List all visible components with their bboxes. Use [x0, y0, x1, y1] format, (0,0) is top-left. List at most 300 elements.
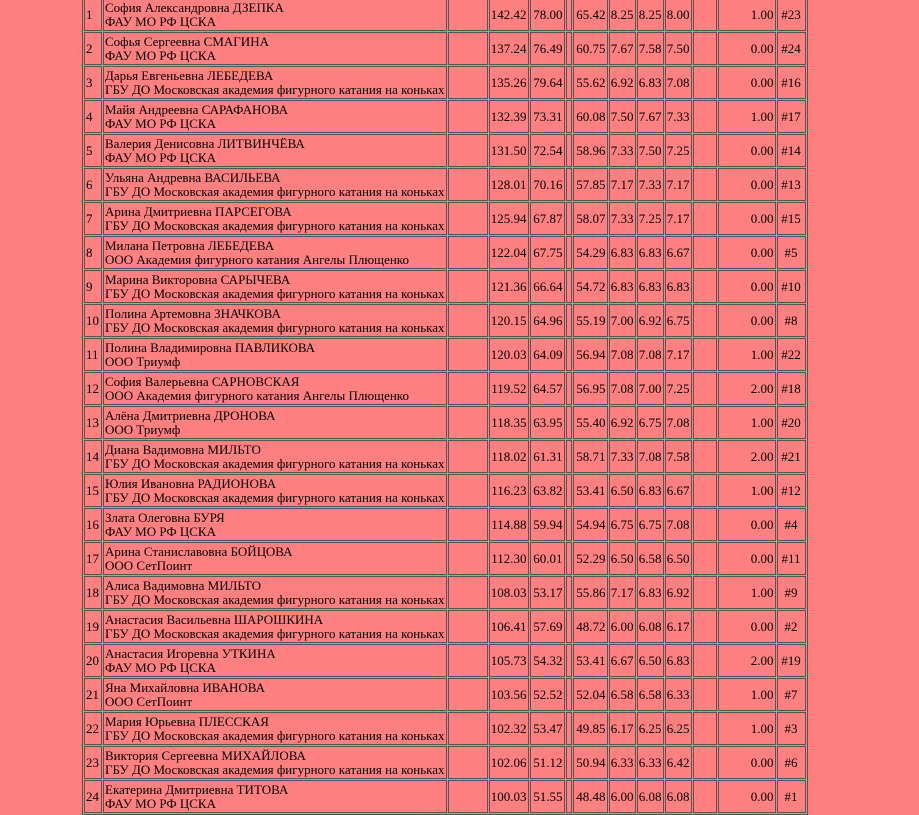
- empty-cell: [566, 168, 572, 201]
- component-2-cell: 6.83: [637, 270, 664, 303]
- start-number-cell: #14: [777, 134, 806, 167]
- component-1-cell: 8.25: [609, 0, 636, 31]
- empty-cell: [693, 780, 717, 813]
- place-cell: 8: [84, 236, 102, 269]
- skater-name[interactable]: Злата Олеговна БУРЯ: [105, 509, 225, 525]
- table-row: [84, 542, 806, 575]
- start-number-cell: #6: [777, 746, 806, 779]
- table-row: [84, 780, 806, 813]
- place-cell: 6: [84, 168, 102, 201]
- element-score-cell: 59.94: [530, 508, 565, 541]
- element-score-cell: 63.82: [530, 474, 565, 507]
- component-score-cell: 65.42: [573, 0, 608, 31]
- element-score-cell: 70.16: [530, 168, 565, 201]
- empty-cell: [693, 168, 717, 201]
- component-3-cell: 7.58: [665, 440, 692, 473]
- table-row: [84, 746, 806, 779]
- component-1-cell: 6.00: [609, 610, 636, 643]
- empty-cell: [566, 780, 572, 813]
- component-1-cell: 7.50: [609, 100, 636, 133]
- empty-cell: [566, 134, 572, 167]
- empty-cell: [448, 542, 488, 575]
- empty-cell: [693, 100, 717, 133]
- table-row: [84, 508, 806, 541]
- total-score-cell: 102.32: [489, 712, 529, 745]
- component-3-cell: 6.33: [665, 678, 692, 711]
- skater-cell: [103, 202, 447, 235]
- empty-cell: [693, 270, 717, 303]
- club-name: ООО СетПоинт: [105, 693, 193, 709]
- element-score-cell: 76.49: [530, 32, 565, 65]
- component-2-cell: 7.08: [637, 440, 664, 473]
- empty-cell: [566, 270, 572, 303]
- place-cell: 14: [84, 440, 102, 473]
- element-score-cell: 51.55: [530, 780, 565, 813]
- empty-cell: [693, 576, 717, 609]
- start-number-cell: #8: [777, 304, 806, 337]
- empty-cell: [693, 508, 717, 541]
- place-cell: 3: [84, 66, 102, 99]
- place-cell: 17: [84, 542, 102, 575]
- club-name: ООО Академия фигурного катания Ангелы Плющенко: [105, 251, 409, 267]
- element-score-cell: 64.96: [530, 304, 565, 337]
- club-name: ФАУ МО РФ ЦСКА: [105, 659, 216, 675]
- deductions-cell: 0.00: [718, 542, 776, 575]
- component-3-cell: 8.00: [665, 0, 692, 31]
- component-score-cell: 60.75: [573, 32, 608, 65]
- deductions-cell: 2.00: [718, 440, 776, 473]
- empty-cell: [448, 168, 488, 201]
- club-name: ГБУ ДО Московская академия фигурного катания на коньках: [105, 489, 445, 505]
- skater-name[interactable]: Яна Михайловна ИВАНОВА: [105, 679, 265, 695]
- place-cell: 5: [84, 134, 102, 167]
- start-number-cell: #19: [777, 644, 806, 677]
- table-row: [84, 474, 806, 507]
- skater-cell: [103, 746, 447, 779]
- total-score-cell: 112.30: [489, 542, 529, 575]
- component-1-cell: 7.33: [609, 202, 636, 235]
- table-row: [84, 100, 806, 133]
- deductions-cell: 0.00: [718, 780, 776, 813]
- place-cell: 24: [84, 780, 102, 813]
- element-score-cell: 60.01: [530, 542, 565, 575]
- start-number-cell: #15: [777, 202, 806, 235]
- empty-cell: [448, 202, 488, 235]
- component-2-cell: 7.58: [637, 32, 664, 65]
- results-table: [82, 0, 808, 815]
- skater-name[interactable]: Диана Вадимовна МИЛЬТО: [105, 441, 261, 457]
- place-cell: 4: [84, 100, 102, 133]
- table-row: [84, 32, 806, 65]
- table-row: [84, 610, 806, 643]
- deductions-cell: 1.00: [718, 406, 776, 439]
- empty-cell: [566, 610, 572, 643]
- component-score-cell: 56.94: [573, 338, 608, 371]
- club-name: ГБУ ДО Московская академия фигурного катания на коньках: [105, 591, 445, 607]
- skater-cell: [103, 100, 447, 133]
- club-name: ООО Академия фигурного катания Ангелы Плющенко: [105, 387, 409, 403]
- deductions-cell: 0.00: [718, 168, 776, 201]
- component-3-cell: 6.92: [665, 576, 692, 609]
- component-1-cell: 6.58: [609, 678, 636, 711]
- deductions-cell: 0.00: [718, 508, 776, 541]
- deductions-cell: 2.00: [718, 644, 776, 677]
- table-row: [84, 338, 806, 371]
- start-number-cell: #24: [777, 32, 806, 65]
- total-score-cell: 121.36: [489, 270, 529, 303]
- component-2-cell: 7.25: [637, 202, 664, 235]
- component-3-cell: 7.08: [665, 508, 692, 541]
- skater-name[interactable]: Валерия Денисовна ЛИТВИНЧЁВА: [105, 135, 305, 151]
- club-name: ФАУ МО РФ ЦСКА: [105, 523, 216, 539]
- skater-cell: [103, 542, 447, 575]
- component-score-cell: 54.94: [573, 508, 608, 541]
- element-score-cell: 57.69: [530, 610, 565, 643]
- skater-name[interactable]: Дарья Евгеньевна ЛЕБЕДЕВА: [105, 67, 274, 83]
- empty-cell: [693, 372, 717, 405]
- component-1-cell: 6.33: [609, 746, 636, 779]
- skater-name[interactable]: Екатерина Дмитриевна ТИТОВА: [105, 781, 289, 797]
- skater-cell: [103, 0, 447, 31]
- skater-cell: [103, 372, 447, 405]
- component-score-cell: 52.29: [573, 542, 608, 575]
- deductions-cell: 1.00: [718, 100, 776, 133]
- skater-name[interactable]: Полина Артемовна ЗНАЧКОВА: [105, 305, 281, 321]
- skater-name[interactable]: Виктория Сергеевна МИХАЙЛОВА: [105, 747, 306, 763]
- element-score-cell: 72.54: [530, 134, 565, 167]
- table-row: [84, 406, 806, 439]
- club-name: ООО Триумф: [105, 421, 181, 437]
- table-row: [84, 678, 806, 711]
- empty-cell: [448, 372, 488, 405]
- component-1-cell: 6.50: [609, 474, 636, 507]
- component-3-cell: 7.08: [665, 406, 692, 439]
- table-row: [84, 712, 806, 745]
- empty-cell: [448, 0, 488, 31]
- deductions-cell: 0.00: [718, 66, 776, 99]
- skater-name[interactable]: Юлия Ивановна РАДИОНОВА: [105, 475, 277, 491]
- club-name: ГБУ ДО Московская академия фигурного катания на коньках: [105, 285, 445, 301]
- place-cell: 19: [84, 610, 102, 643]
- empty-cell: [566, 100, 572, 133]
- empty-cell: [566, 508, 572, 541]
- club-name: ГБУ ДО Московская академия фигурного катания на коньках: [105, 761, 445, 777]
- empty-cell: [566, 712, 572, 745]
- component-2-cell: 6.08: [637, 610, 664, 643]
- component-1-cell: 6.17: [609, 712, 636, 745]
- empty-cell: [566, 678, 572, 711]
- deductions-cell: 1.00: [718, 338, 776, 371]
- start-number-cell: #23: [777, 0, 806, 31]
- component-3-cell: 6.42: [665, 746, 692, 779]
- skater-cell: [103, 474, 447, 507]
- component-1-cell: 6.00: [609, 780, 636, 813]
- place-cell: 18: [84, 576, 102, 609]
- empty-cell: [693, 338, 717, 371]
- deductions-cell: 2.00: [718, 372, 776, 405]
- component-1-cell: 6.83: [609, 270, 636, 303]
- deductions-cell: 1.00: [718, 0, 776, 31]
- empty-cell: [693, 0, 717, 31]
- empty-cell: [566, 202, 572, 235]
- total-score-cell: 131.50: [489, 134, 529, 167]
- deductions-cell: 0.00: [718, 270, 776, 303]
- deductions-cell: 0.00: [718, 236, 776, 269]
- skater-cell: [103, 406, 447, 439]
- empty-cell: [448, 576, 488, 609]
- total-score-cell: 118.35: [489, 406, 529, 439]
- component-2-cell: 7.08: [637, 338, 664, 371]
- empty-cell: [448, 440, 488, 473]
- empty-cell: [448, 712, 488, 745]
- skater-name[interactable]: София Валерьевна САРНОВСКАЯ: [105, 373, 300, 389]
- start-number-cell: #11: [777, 542, 806, 575]
- club-name: ГБУ ДО Московская академия фигурного катания на коньках: [105, 319, 445, 335]
- component-1-cell: 6.50: [609, 542, 636, 575]
- deductions-cell: 0.00: [718, 746, 776, 779]
- component-1-cell: 6.75: [609, 508, 636, 541]
- element-score-cell: 66.64: [530, 270, 565, 303]
- skater-name[interactable]: Арина Станиславовна БОЙЦОВА: [105, 543, 293, 559]
- component-1-cell: 7.17: [609, 168, 636, 201]
- skater-name[interactable]: Ульяна Андревна ВАСИЛЬЕВА: [105, 169, 281, 185]
- empty-cell: [448, 236, 488, 269]
- component-3-cell: 6.83: [665, 644, 692, 677]
- skater-name[interactable]: Софья Сергеевна СМАГИНА: [105, 33, 269, 49]
- component-1-cell: 7.08: [609, 338, 636, 371]
- start-number-cell: #13: [777, 168, 806, 201]
- start-number-cell: #4: [777, 508, 806, 541]
- club-name: ГБУ ДО Московская академия фигурного катания на коньках: [105, 455, 445, 471]
- component-2-cell: 6.58: [637, 542, 664, 575]
- component-score-cell: 55.62: [573, 66, 608, 99]
- deductions-cell: 1.00: [718, 576, 776, 609]
- deductions-cell: 1.00: [718, 712, 776, 745]
- place-cell: 22: [84, 712, 102, 745]
- empty-cell: [566, 338, 572, 371]
- table-row: [84, 644, 806, 677]
- start-number-cell: #1: [777, 780, 806, 813]
- empty-cell: [566, 406, 572, 439]
- place-cell: 13: [84, 406, 102, 439]
- total-score-cell: 106.41: [489, 610, 529, 643]
- skater-cell: [103, 576, 447, 609]
- component-2-cell: 6.92: [637, 304, 664, 337]
- total-score-cell: 103.56: [489, 678, 529, 711]
- element-score-cell: 73.31: [530, 100, 565, 133]
- empty-cell: [566, 66, 572, 99]
- total-score-cell: 118.02: [489, 440, 529, 473]
- start-number-cell: #2: [777, 610, 806, 643]
- place-cell: 11: [84, 338, 102, 371]
- empty-cell: [448, 746, 488, 779]
- total-score-cell: 137.24: [489, 32, 529, 65]
- skater-name[interactable]: Алиса Вадимовна МИЛЬТО: [105, 577, 262, 593]
- element-score-cell: 53.17: [530, 576, 565, 609]
- component-2-cell: 7.50: [637, 134, 664, 167]
- component-score-cell: 57.85: [573, 168, 608, 201]
- component-3-cell: 7.25: [665, 134, 692, 167]
- total-score-cell: 114.88: [489, 508, 529, 541]
- empty-cell: [693, 712, 717, 745]
- total-score-cell: 135.26: [489, 66, 529, 99]
- component-2-cell: 6.83: [637, 474, 664, 507]
- skater-cell: [103, 134, 447, 167]
- component-1-cell: 7.33: [609, 440, 636, 473]
- element-score-cell: 53.47: [530, 712, 565, 745]
- component-1-cell: 6.83: [609, 236, 636, 269]
- empty-cell: [566, 0, 572, 31]
- empty-cell: [693, 66, 717, 99]
- club-name: ФАУ МО РФ ЦСКА: [105, 795, 216, 811]
- table-row: [84, 236, 806, 269]
- start-number-cell: #5: [777, 236, 806, 269]
- empty-cell: [566, 542, 572, 575]
- skater-name[interactable]: Полина Владимировна ПАВЛИКОВА: [105, 339, 316, 355]
- club-name: ФАУ МО РФ ЦСКА: [105, 13, 216, 29]
- empty-cell: [448, 270, 488, 303]
- component-3-cell: 7.08: [665, 66, 692, 99]
- club-name: ФАУ МО РФ ЦСКА: [105, 149, 216, 165]
- empty-cell: [566, 236, 572, 269]
- empty-cell: [693, 644, 717, 677]
- skater-name[interactable]: Алёна Дмитриевна ДРОНОВА: [105, 407, 276, 423]
- deductions-cell: 1.00: [718, 474, 776, 507]
- club-name: ФАУ МО РФ ЦСКА: [105, 115, 216, 131]
- element-score-cell: 54.32: [530, 644, 565, 677]
- component-2-cell: 6.83: [637, 66, 664, 99]
- component-score-cell: 50.94: [573, 746, 608, 779]
- component-2-cell: 7.00: [637, 372, 664, 405]
- component-score-cell: 55.40: [573, 406, 608, 439]
- component-3-cell: 6.08: [665, 780, 692, 813]
- total-score-cell: 122.04: [489, 236, 529, 269]
- place-cell: 10: [84, 304, 102, 337]
- element-score-cell: 67.87: [530, 202, 565, 235]
- component-2-cell: 7.33: [637, 168, 664, 201]
- empty-cell: [448, 644, 488, 677]
- component-1-cell: 6.92: [609, 406, 636, 439]
- club-name: ГБУ ДО Московская академия фигурного катания на коньках: [105, 625, 445, 641]
- skater-name[interactable]: Милана Петровна ЛЕБЕДЕВА: [105, 237, 275, 253]
- empty-cell: [693, 406, 717, 439]
- component-score-cell: 54.29: [573, 236, 608, 269]
- place-cell: 20: [84, 644, 102, 677]
- component-score-cell: 48.48: [573, 780, 608, 813]
- component-2-cell: 6.58: [637, 678, 664, 711]
- element-score-cell: 67.75: [530, 236, 565, 269]
- deductions-cell: 0.00: [718, 202, 776, 235]
- empty-cell: [448, 304, 488, 337]
- empty-cell: [448, 780, 488, 813]
- total-score-cell: 132.39: [489, 100, 529, 133]
- component-score-cell: 55.86: [573, 576, 608, 609]
- empty-cell: [693, 474, 717, 507]
- deductions-cell: 1.00: [718, 678, 776, 711]
- component-score-cell: 48.72: [573, 610, 608, 643]
- table-row: [84, 168, 806, 201]
- deductions-cell: 0.00: [718, 32, 776, 65]
- skater-cell: [103, 236, 447, 269]
- total-score-cell: 120.03: [489, 338, 529, 371]
- empty-cell: [566, 32, 572, 65]
- skater-name[interactable]: Анастасия Игоревна УТКИНА: [105, 645, 276, 661]
- total-score-cell: 102.06: [489, 746, 529, 779]
- component-2-cell: 8.25: [637, 0, 664, 31]
- element-score-cell: 61.31: [530, 440, 565, 473]
- component-3-cell: 7.50: [665, 32, 692, 65]
- club-name: ГБУ ДО Московская академия фигурного катания на коньках: [105, 81, 445, 97]
- empty-cell: [448, 406, 488, 439]
- skater-name[interactable]: Анастасия Васильевна ШАРОШКИНА: [105, 611, 324, 627]
- empty-cell: [448, 678, 488, 711]
- empty-cell: [693, 542, 717, 575]
- component-3-cell: 6.50: [665, 542, 692, 575]
- component-score-cell: 54.72: [573, 270, 608, 303]
- component-score-cell: 56.95: [573, 372, 608, 405]
- start-number-cell: #10: [777, 270, 806, 303]
- place-cell: 12: [84, 372, 102, 405]
- empty-cell: [566, 644, 572, 677]
- component-score-cell: 55.19: [573, 304, 608, 337]
- component-score-cell: 53.41: [573, 474, 608, 507]
- empty-cell: [693, 678, 717, 711]
- club-name: ГБУ ДО Московская академия фигурного катания на коньках: [105, 727, 445, 743]
- skater-cell: [103, 712, 447, 745]
- empty-cell: [693, 440, 717, 473]
- component-3-cell: 6.17: [665, 610, 692, 643]
- component-score-cell: 60.08: [573, 100, 608, 133]
- component-score-cell: 58.96: [573, 134, 608, 167]
- club-name: ООО Триумф: [105, 353, 181, 369]
- table-row: [84, 134, 806, 167]
- empty-cell: [693, 32, 717, 65]
- club-name: ООО СетПоинт: [105, 557, 193, 573]
- total-score-cell: 105.73: [489, 644, 529, 677]
- total-score-cell: 100.03: [489, 780, 529, 813]
- start-number-cell: #21: [777, 440, 806, 473]
- skater-name[interactable]: Майя Андреевна САРАФАНОВА: [105, 101, 289, 117]
- empty-cell: [448, 32, 488, 65]
- element-score-cell: 51.12: [530, 746, 565, 779]
- skater-name[interactable]: Арина Дмитриевна ПАРСЕГОВА: [105, 203, 292, 219]
- empty-cell: [448, 610, 488, 643]
- total-score-cell: 125.94: [489, 202, 529, 235]
- start-number-cell: #7: [777, 678, 806, 711]
- empty-cell: [693, 202, 717, 235]
- place-cell: 7: [84, 202, 102, 235]
- total-score-cell: 142.42: [489, 0, 529, 31]
- component-1-cell: 7.00: [609, 304, 636, 337]
- empty-cell: [448, 338, 488, 371]
- component-3-cell: 6.67: [665, 474, 692, 507]
- skater-cell: [103, 644, 447, 677]
- place-cell: 2: [84, 32, 102, 65]
- skater-cell: [103, 508, 447, 541]
- empty-cell: [693, 236, 717, 269]
- skater-cell: [103, 338, 447, 371]
- element-score-cell: 78.00: [530, 0, 565, 31]
- club-name: ГБУ ДО Московская академия фигурного катания на коньках: [105, 183, 445, 199]
- element-score-cell: 52.52: [530, 678, 565, 711]
- skater-name[interactable]: Мария Юрьевна ПЛЕССКАЯ: [105, 713, 269, 729]
- skater-name[interactable]: Марина Викторовна САРЫЧЕВА: [105, 271, 291, 287]
- empty-cell: [448, 134, 488, 167]
- skater-name[interactable]: София Александровна ДЗЕПКА: [105, 0, 284, 15]
- empty-cell: [566, 474, 572, 507]
- component-3-cell: 6.83: [665, 270, 692, 303]
- component-3-cell: 6.25: [665, 712, 692, 745]
